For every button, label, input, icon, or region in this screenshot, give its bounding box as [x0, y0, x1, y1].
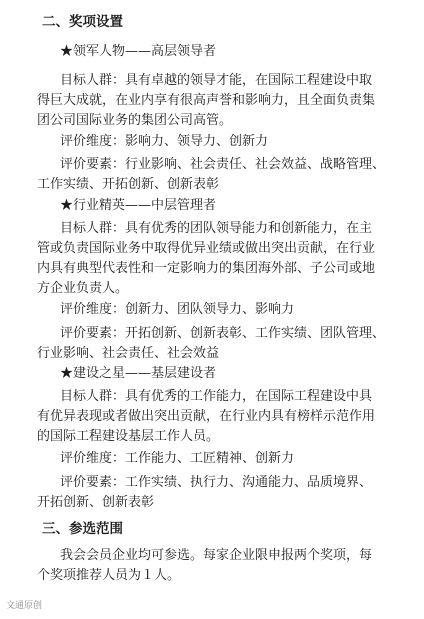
award-target-line: 目标人群：具有卓越的领导才能，在国际工程建设中取	[60, 73, 373, 88]
award-target-line: 目标人群：具有优秀的工作能力，在国际工程建设中具	[60, 389, 373, 404]
award-dimension: 评价维度：影响力、领导力、创新力	[60, 134, 269, 149]
award-elements-line: 评价要素：开拓创新、创新表彰、工作实绩、团队管理、	[60, 326, 386, 341]
watermark-label: 文通原创	[6, 601, 43, 611]
award-target-line: 内具有典型代表性和一定影响力的集团海外部、子公司或地	[37, 261, 376, 276]
award-target-line: 管或负责国际业务中取得优异业绩或做出突出贡献，在行业	[37, 241, 376, 256]
scope-line: 个奖项推荐人员为１人。	[37, 568, 181, 583]
award-target-line: 目标人群：具有优秀的团队领导能力和创新能力，在主	[60, 221, 373, 236]
award-target-line: 有优异表现或者做出突出贡献，在行业内具有榜样示范作用	[37, 409, 376, 424]
award-elements-line: 评价要素：行业影响、社会责任、社会效益、战略管理、	[60, 157, 386, 172]
award-target-line: 得巨大成就，在业内享有很高声誉和影响力，且全面负责集	[37, 93, 376, 108]
award-target-line: 团公司国际业务的集团公司高管。	[37, 113, 233, 128]
award-elements-line: 行业影响、社会责任、社会效益	[37, 346, 220, 361]
award-elements-line: 评价要素：工作实绩、执行力、沟通能力、品质境界、	[60, 475, 373, 490]
award-dimension: 评价维度：创新力、团队领导力、影响力	[60, 302, 295, 317]
scope-line: 我会会员企业均可参选。每家企业限申报两个奖项，每	[60, 548, 373, 563]
award-target-line: 方企业负责人。	[37, 281, 129, 296]
section-title-awards: 二、奖项设置	[42, 14, 123, 30]
award-target-line: 的国际工程建设基层工作人员。	[37, 429, 220, 444]
section-title-scope: 三、参选范围	[42, 521, 123, 537]
award-dimension: 评价维度：工作能力、工匠精神、创新力	[60, 451, 295, 466]
award-heading-elite: ★行业精英——中层管理者	[60, 198, 217, 213]
award-elements-line: 工作实绩、开拓创新、创新表彰	[37, 177, 220, 192]
award-heading-star: ★建设之星——基层建设者	[60, 366, 217, 381]
award-heading-leader: ★领军人物——高层领导者	[60, 44, 217, 59]
award-elements-line: 开拓创新、创新表彰	[37, 495, 155, 510]
